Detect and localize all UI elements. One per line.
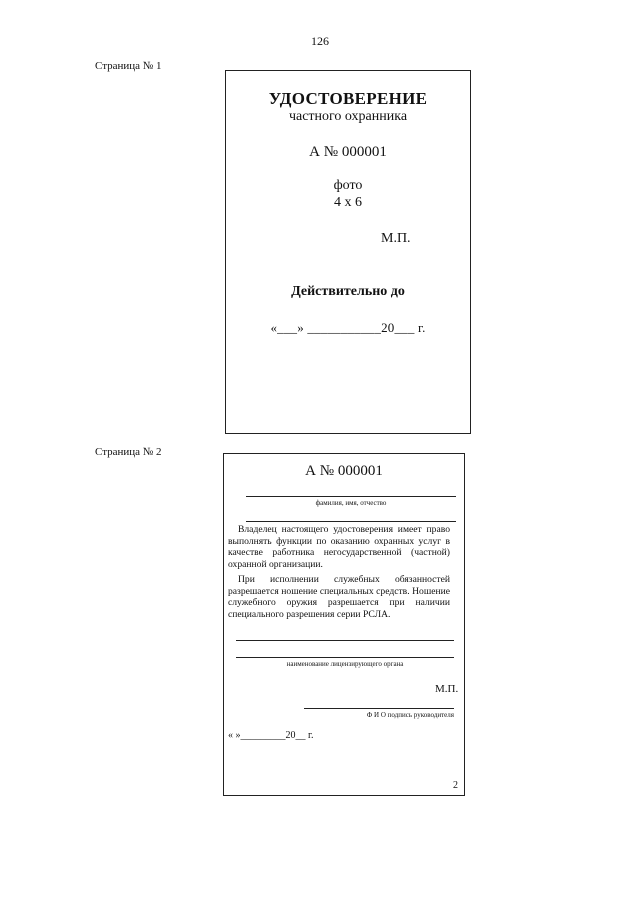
full-name-caption: фамилия, имя, отчество <box>315 499 387 507</box>
expiry-date-line: «___» ___________20___ г. <box>270 320 426 335</box>
certificate-page-2 <box>223 453 465 796</box>
page-1-label: Страница № 1 <box>95 60 162 72</box>
photo-size-label: 4 х 6 <box>334 195 362 210</box>
page-2-label: Страница № 2 <box>95 446 162 458</box>
valid-until-label: Действительно до <box>291 284 405 299</box>
certificate-subtitle: частного охранника <box>288 109 408 124</box>
certificate-page-1 <box>225 70 471 434</box>
authority-line-1 <box>236 640 454 641</box>
stamp-place-label-page-2: М.П. <box>435 683 459 695</box>
issue-date-line: « »_________20__ г. <box>228 730 314 741</box>
signature-line <box>304 708 454 709</box>
authority-caption: наименование лицензирующего органа <box>286 660 404 668</box>
full-name-line-2 <box>246 521 456 522</box>
certificate-number: А № 000001 <box>309 144 387 160</box>
authority-line-2 <box>236 657 454 658</box>
stamp-place-label: М.П. <box>381 231 411 246</box>
signature-caption: Ф И О подпись руководителя <box>366 711 454 719</box>
card-page-number: 2 <box>453 780 458 791</box>
certificate-title: УДОСТОВЕРЕНИЕ <box>268 89 428 108</box>
duties-paragraph: При исполнении служебных обязанностей разрешается ношение специальных средств. Ношение служебного оружия разрешается при наличии специального разрешения серии РСЛА. <box>228 574 450 620</box>
photo-placeholder-label: фото <box>333 178 363 193</box>
certificate-number-page-2: А № 000001 <box>305 463 383 479</box>
rights-paragraph: Владелец настоящего удостоверения имеет право выполнять функции по оказанию охранных услуг в качестве работника негосударственной (частной) охранной организации. <box>228 524 450 570</box>
page-number: 126 <box>311 34 329 48</box>
full-name-line <box>246 496 456 497</box>
